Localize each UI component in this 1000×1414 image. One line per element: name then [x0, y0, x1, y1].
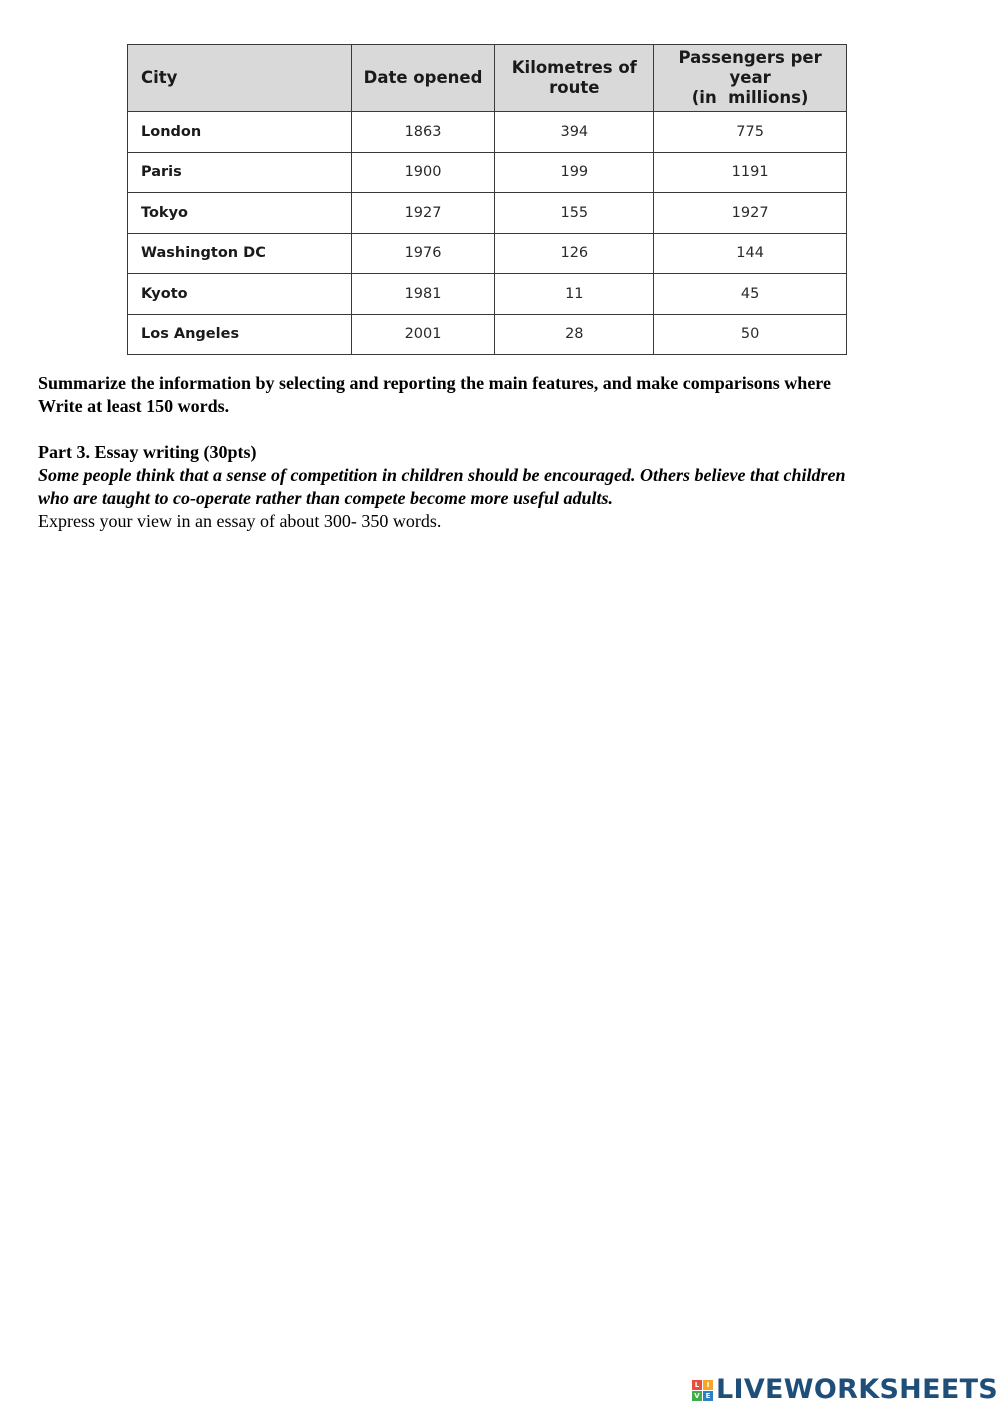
cell-kilometres: 11: [495, 274, 654, 315]
essay-prompt-line-1: Some people think that a sense of competition in children should be encouraged. Others believe that children: [38, 465, 846, 485]
cell-date-opened: 1976: [351, 233, 495, 274]
logo-mark-cell: E: [703, 1391, 713, 1401]
liveworksheets-mark-icon: [692, 1380, 713, 1401]
header-pass-line2: year: [729, 68, 771, 87]
cell-date-opened: 2001: [351, 314, 495, 355]
cell-kilometres: 155: [495, 193, 654, 234]
liveworksheets-logo-text: LIVEWORKSHEETS: [716, 1374, 999, 1405]
metro-data-table: [127, 44, 847, 355]
task-instruction: [38, 372, 968, 418]
header-pass-line1: Passengers per: [678, 48, 822, 67]
cell-passengers: 1191: [654, 152, 847, 193]
table-row: [128, 274, 847, 315]
cell-kilometres: 28: [495, 314, 654, 355]
header-km-line1: Kilometres of: [511, 58, 637, 77]
cell-date-opened: 1927: [351, 193, 495, 234]
header-km-line2: route: [549, 78, 600, 97]
cell-passengers: 50: [654, 314, 847, 355]
cell-passengers: 1927: [654, 193, 847, 234]
cell-date-opened: 1981: [351, 274, 495, 315]
header-date-opened: Date opened: [351, 45, 495, 112]
cell-city: Los Angeles: [128, 314, 352, 355]
cell-city: London: [128, 112, 352, 153]
cell-passengers: 144: [654, 233, 847, 274]
table-row: [128, 193, 847, 234]
cell-city: Washington DC: [128, 233, 352, 274]
header-pass-line3: (in millions): [691, 88, 809, 107]
cell-passengers: 775: [654, 112, 847, 153]
essay-prompt-line-2: who are taught to co-operate rather than compete become more useful adults.: [38, 488, 613, 508]
header-city: City: [128, 45, 352, 112]
cell-city: Kyoto: [128, 274, 352, 315]
table-row: [128, 152, 847, 193]
task-line-2: Write at least 150 words.: [38, 396, 230, 416]
header-passengers-per-year: [654, 45, 847, 112]
table-row: [128, 112, 847, 153]
task-line-1: Summarize the information by selecting and reporting the main features, and make comparisons where: [38, 373, 831, 393]
cell-kilometres: 126: [495, 233, 654, 274]
liveworksheets-logo: [692, 1373, 998, 1407]
logo-mark-cell: I: [703, 1380, 713, 1390]
table-row: [128, 233, 847, 274]
table-header-row: [128, 45, 847, 112]
essay-prompt: [38, 464, 968, 510]
part3-heading: Part 3. Essay writing (30pts): [38, 442, 257, 462]
part3-section: [38, 441, 968, 533]
cell-date-opened: 1863: [351, 112, 495, 153]
header-kilometres-of-route: [495, 45, 654, 112]
cell-city: Tokyo: [128, 193, 352, 234]
cell-kilometres: 394: [495, 112, 654, 153]
cell-kilometres: 199: [495, 152, 654, 193]
cell-date-opened: 1900: [351, 152, 495, 193]
cell-city: Paris: [128, 152, 352, 193]
metro-table-container: [127, 44, 847, 355]
logo-mark-cell: V: [692, 1391, 702, 1401]
cell-passengers: 45: [654, 274, 847, 315]
logo-mark-cell: L: [692, 1380, 702, 1390]
essay-instruction: Express your view in an essay of about 300- 350 words.: [38, 511, 442, 531]
table-row: [128, 314, 847, 355]
